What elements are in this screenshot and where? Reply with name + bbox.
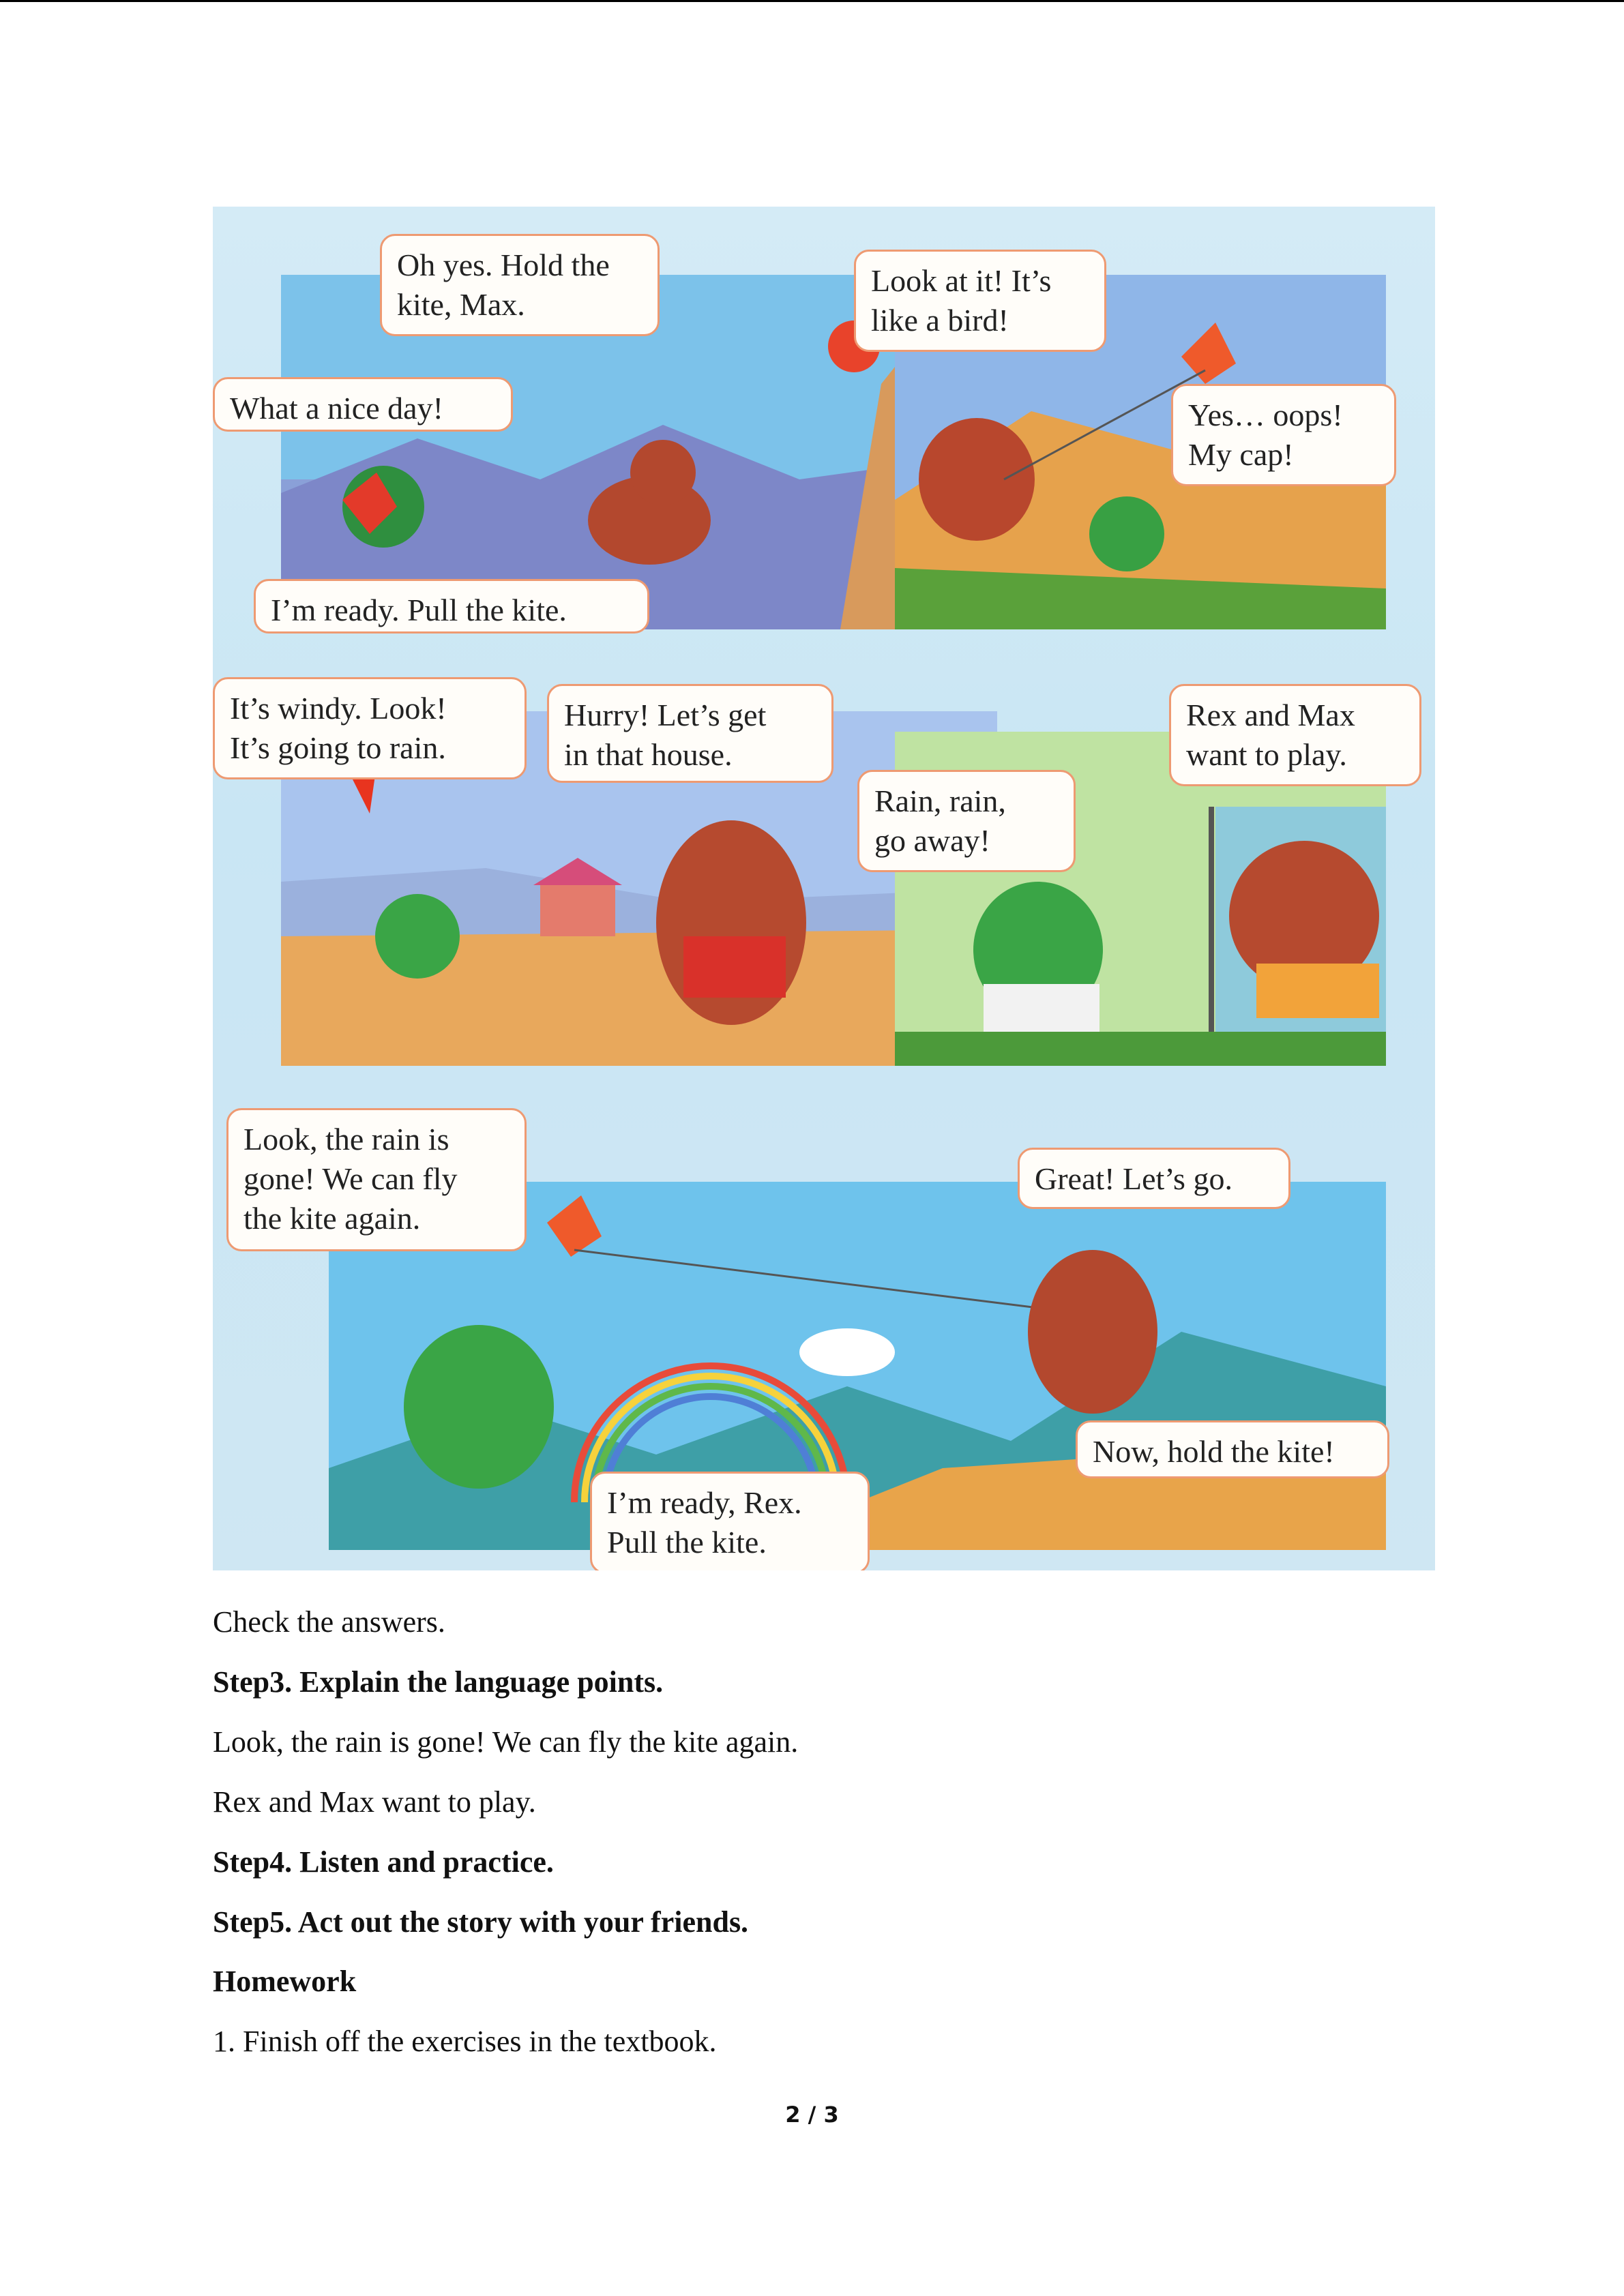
speech-bubble: It’s windy. Look! It’s going to rain. — [213, 677, 527, 779]
speech-bubble: Look at it! It’s like a bird! — [854, 250, 1106, 352]
speech-bubble: What a nice day! — [213, 377, 513, 432]
speech-bubble: Hurry! Let’s get in that house. — [547, 684, 833, 783]
page-top-border — [0, 0, 1624, 2]
speech-bubble: Rain, rain, go away! — [857, 770, 1076, 872]
body-text: Check the answers. — [213, 1605, 445, 1639]
speech-bubble: Now, hold the kite! — [1076, 1420, 1389, 1478]
speech-bubble: I’m ready. Pull the kite. — [254, 579, 649, 633]
speech-bubble: Great! Let’s go. — [1018, 1148, 1290, 1209]
body-text: 1. Finish off the exercises in the textbook. — [213, 2025, 717, 2058]
speech-bubble: Look, the rain is gone! We can fly the kite again. — [226, 1108, 527, 1251]
step-heading: Step4. Listen and practice. — [213, 1845, 554, 1879]
homework-heading: Homework — [213, 1965, 357, 1998]
speech-bubble: Yes… oops! My cap! — [1171, 384, 1396, 486]
speech-bubble: Oh yes. Hold the kite, Max. — [380, 234, 660, 336]
comic-illustration — [213, 207, 1435, 1570]
speech-bubble: Rex and Max want to play. — [1169, 684, 1421, 786]
step-heading: Step3. Explain the language points. — [213, 1665, 664, 1699]
speech-bubble: I’m ready, Rex. Pull the kite. — [590, 1472, 870, 1570]
step-heading: Step5. Act out the story with your friends. — [213, 1905, 749, 1939]
page-number: 2 / 3 — [785, 2102, 839, 2128]
body-text: Rex and Max want to play. — [213, 1785, 536, 1819]
body-text: Look, the rain is gone! We can fly the kite again. — [213, 1725, 799, 1759]
